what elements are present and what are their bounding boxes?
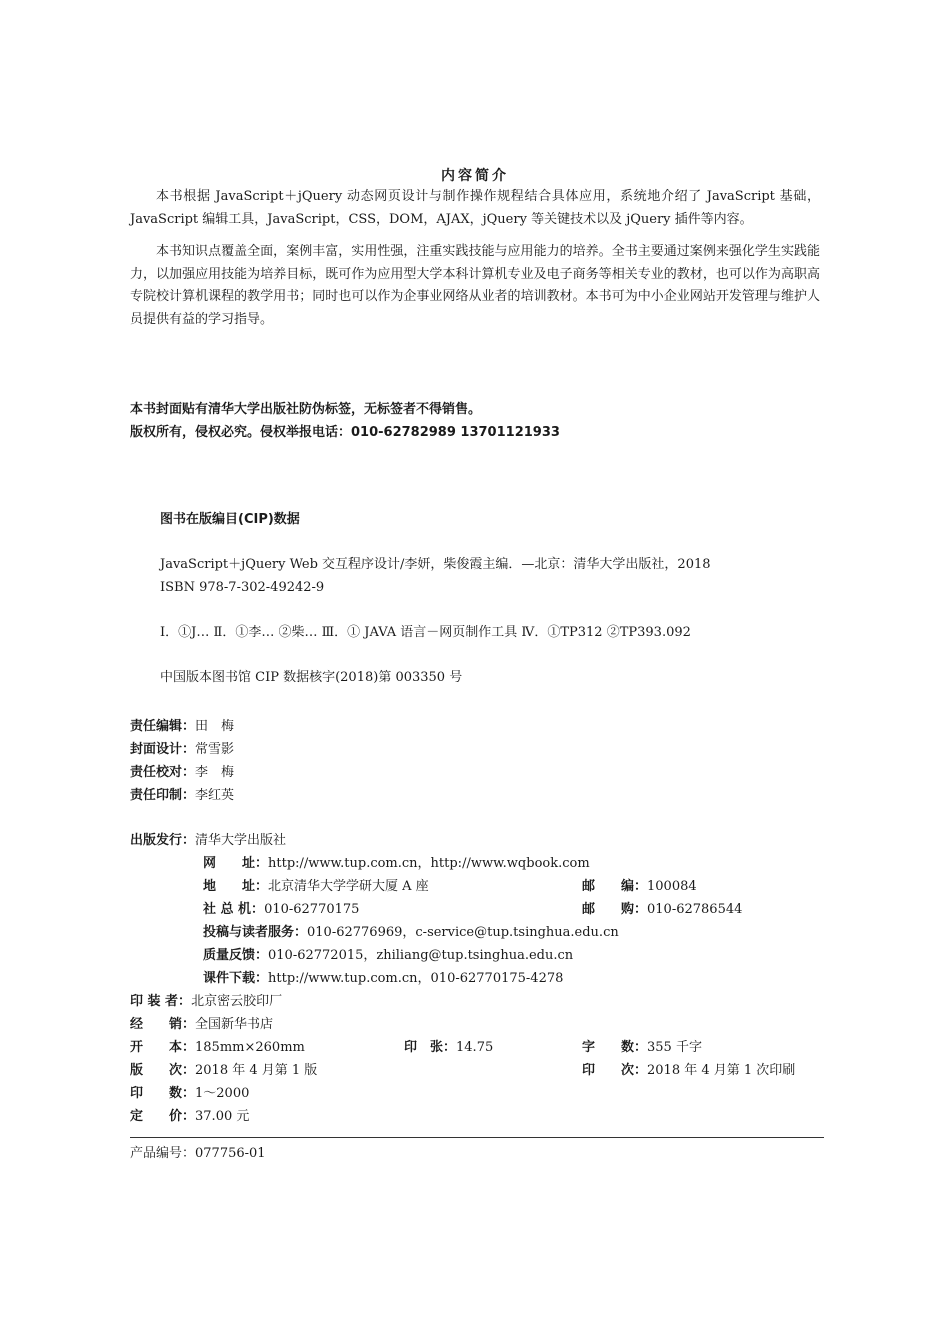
publisher-address-row <box>203 877 429 897</box>
publisher-mailorder-row <box>582 900 742 920</box>
publisher-name: 清华大学出版社 <box>195 833 287 848</box>
printing-times-value: 2018 年 4 月第 1 次印刷 <box>647 1063 796 1078</box>
divider-line <box>130 1137 824 1138</box>
quality-value: 010-62772015，zhiliang@tup.tsinghua.edu.cn <box>268 948 574 963</box>
publisher-website-row <box>203 854 590 874</box>
cip-heading: 图书在版编目(CIP)数据 <box>160 512 300 527</box>
publisher-download-row <box>203 969 563 989</box>
edition-label: 版 次： <box>130 1063 196 1078</box>
copyright-notice: 版权所有，侵权必究。侵权举报电话：010-62782989 13701121933 <box>130 425 560 440</box>
staff-row <box>130 786 234 806</box>
price-value: 37.00 元 <box>195 1109 250 1124</box>
wordcount-value: 355 千字 <box>647 1040 702 1055</box>
printer-row <box>130 992 282 1012</box>
staff-label: 责任印制： <box>130 788 196 803</box>
distributor-label: 经 销： <box>130 1017 196 1032</box>
switchboard-value: 010-62770175 <box>264 902 360 917</box>
price-row <box>130 1107 249 1127</box>
publisher-switchboard-row <box>203 900 359 920</box>
anti-counterfeit-notice: 本书封面贴有清华大学出版社防伪标签，无标签者不得销售。 <box>130 402 482 417</box>
price-label: 定 价： <box>130 1109 196 1124</box>
publisher-label: 出版发行： <box>130 833 196 848</box>
mailorder-value: 010-62786544 <box>647 902 743 917</box>
publisher-postcode-row <box>582 877 697 897</box>
address-value: 北京清华大学学研大厦 A 座 <box>268 879 429 894</box>
publisher-quality-row <box>203 946 573 966</box>
printer-value: 北京密云胶印厂 <box>191 994 283 1009</box>
intro-paragraph-2: 本书知识点覆盖全面，案例丰富，实用性强，注重实践技能与应用能力的培养。全书主要通过案例来强化学生实践能力，以加强应用技能为培养目标，既可作为应用型大学本科计算机专业及电子商务等相关专业的教材，也可以作为高职高专院校计算机课程的教学用书；同时也可以作为企事业网络从业者的培训教材。本书可为中小企业网站开发管理与维护人员提供有益的学习指导。 <box>130 244 820 327</box>
format-label: 开 本： <box>130 1040 196 1055</box>
wordcount-row <box>582 1038 702 1058</box>
cip-line-title: JavaScript＋jQuery Web 交互程序设计/李妍，柴俊霞主编．—北京：清华大学出版社，2018 <box>160 557 711 572</box>
publisher-submission-row <box>203 923 619 943</box>
quality-label: 质量反馈： <box>203 948 269 963</box>
distributor-row <box>130 1015 273 1035</box>
postcode-label: 邮 编： <box>582 879 648 894</box>
website-label: 网 址： <box>203 856 269 871</box>
postcode-value: 100084 <box>647 879 697 894</box>
copies-row <box>130 1084 249 1104</box>
staff-label: 责任校对： <box>130 765 196 780</box>
format-row <box>130 1038 305 1058</box>
copies-value: 1～2000 <box>195 1086 250 1101</box>
copies-label: 印 数： <box>130 1086 196 1101</box>
product-code-row <box>130 1144 266 1164</box>
staff-value: 李 梅 <box>195 765 235 780</box>
cip-line-record: 中国版本图书馆 CIP 数据核字(2018)第 003350 号 <box>160 670 463 685</box>
intro-title: 内容简介 <box>441 168 509 184</box>
distributor-value: 全国新华书店 <box>195 1017 274 1032</box>
staff-row <box>130 740 234 760</box>
submission-label: 投稿与读者服务： <box>203 925 308 940</box>
wordcount-label: 字 数： <box>582 1040 648 1055</box>
mailorder-label: 邮 购： <box>582 902 648 917</box>
switchboard-label: 社 总 机： <box>203 902 265 917</box>
website-value: http://www.tup.com.cn，http://www.wqbook.com <box>268 856 590 871</box>
product-code-label: 产品编号： <box>130 1146 196 1161</box>
edition-value: 2018 年 4 月第 1 版 <box>195 1063 318 1078</box>
address-label: 地 址： <box>203 879 269 894</box>
publisher-row <box>130 831 286 851</box>
product-code-value: 077756-01 <box>195 1146 266 1161</box>
staff-value: 常雪影 <box>195 742 235 757</box>
sheets-label: 印 张： <box>404 1040 457 1055</box>
cip-line-classification: Ⅰ．①J… Ⅱ．①李… ②柴… Ⅲ．① JAVA 语言－网页制作工具 Ⅳ．①TP312 ②TP393.092 <box>160 625 691 640</box>
printer-label: 印 装 者： <box>130 994 192 1009</box>
cip-line-isbn: ISBN 978-7-302-49242-9 <box>160 580 325 595</box>
printing-times-row <box>582 1061 795 1081</box>
edition-row <box>130 1061 317 1081</box>
staff-row <box>130 717 234 737</box>
download-value: http://www.tup.com.cn，010-62770175-4278 <box>268 971 564 986</box>
submission-value: 010-62776969，c-service@tup.tsinghua.edu.cn <box>307 925 619 940</box>
intro-paragraph-1: 本书根据 JavaScript＋jQuery 动态网页设计与制作操作规程结合具体应用，系统地介绍了 JavaScript 基础，JavaScript 编辑工具，JavaScript，CSS，DOM，AJAX，jQuery 等关键技术以及 jQuery 插件等内容。 <box>130 189 820 227</box>
staff-row <box>130 763 234 783</box>
staff-value: 李红英 <box>195 788 235 803</box>
staff-value: 田 梅 <box>195 719 235 734</box>
printing-times-label: 印 次： <box>582 1063 648 1078</box>
format-value: 185mm×260mm <box>195 1040 305 1055</box>
sheets-row <box>404 1038 493 1058</box>
sheets-value: 14.75 <box>456 1040 494 1055</box>
staff-label: 责任编辑： <box>130 719 196 734</box>
download-label: 课件下载： <box>203 971 269 986</box>
staff-label: 封面设计： <box>130 742 196 757</box>
